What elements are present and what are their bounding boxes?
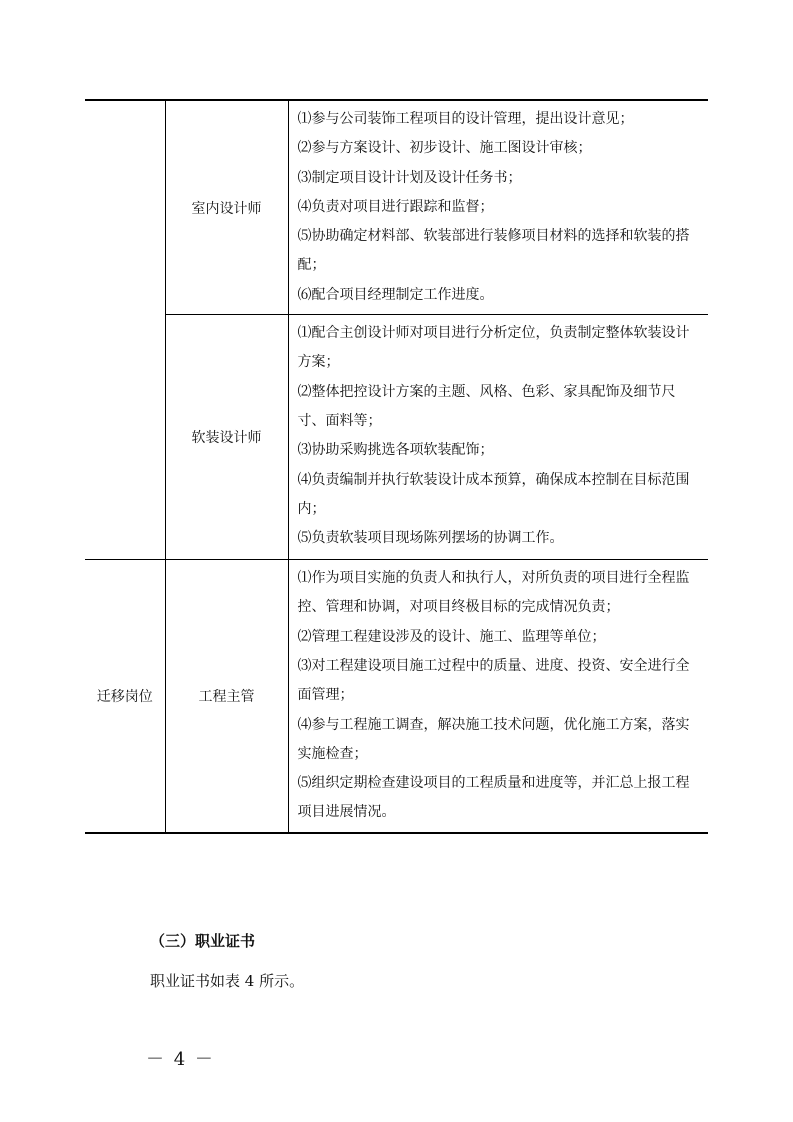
table-row	[85, 315, 708, 560]
job-duties-table	[85, 99, 708, 834]
duties-cell	[288, 100, 708, 315]
section-heading: （三）职业证书	[150, 932, 256, 950]
duty-item: ⑸负责软装项目现场陈列摆场的协调工作。	[297, 530, 564, 547]
duty-item: ⑵参与方案设计、初步设计、施工图设计审核；	[297, 140, 592, 157]
duty-item: ⑹配合项目经理制定工作进度。	[297, 286, 494, 303]
role-cell-interior-designer: 室内设计师	[165, 100, 288, 315]
duties-list	[298, 564, 701, 828]
duties-list	[298, 105, 701, 310]
duty-item: ⑴作为项目实施的负责人和执行人，对所负责的项目进行全程监控、管理和协调，对项目终极目标的完成情况负责；	[297, 570, 690, 616]
duty-item: ⑵整体把控设计方案的主题、风格、色彩、家具配饰及细节尺寸、面料等；	[297, 383, 676, 429]
duty-item: ⑷参与工程施工调查，解决施工技术问题，优化施工方案，落实实施检查；	[297, 716, 690, 762]
category-cell-migration-position: 迁移岗位	[85, 560, 165, 833]
duty-item: ⑷负责对项目进行跟踪和监督；	[297, 198, 494, 215]
duties-list	[298, 319, 701, 553]
duty-item: ⑸协助确定材料部、软装部进行装修项目材料的选择和软装的搭配；	[297, 228, 690, 274]
duty-item: ⑶对工程建设项目施工过程中的质量、进度、投资、安全进行全面管理；	[297, 657, 690, 704]
role-cell-engineering-supervisor: 工程主管	[165, 560, 288, 833]
duties-cell	[288, 560, 708, 833]
duty-item: ⑴参与公司装饰工程项目的设计管理，提出设计意见；	[297, 111, 634, 127]
duty-item: ⑵管理工程建设涉及的设计、施工、监理等单位；	[297, 628, 606, 645]
table-row	[85, 560, 708, 833]
category-cell	[85, 100, 165, 315]
duty-item: ⑷负责编制并执行软装设计成本预算，确保成本控制在目标范围内；	[297, 471, 690, 517]
table-row	[85, 100, 708, 315]
duty-item: ⑶协助采购挑选各项软装配饰；	[297, 442, 494, 459]
category-cell	[85, 315, 165, 560]
duty-item: ⑶制定项目设计计划及设计任务书；	[297, 169, 522, 186]
role-cell-soft-furnishing-designer: 软装设计师	[165, 315, 288, 560]
duty-item: ⑸组织定期检查建设项目的工程质量和进度等，并汇总上报工程项目进展情况。	[297, 775, 690, 821]
duty-item: ⑴配合主创设计师对项目进行分析定位，负责制定整体软装设计方案；	[297, 325, 690, 371]
section-body-text: 职业证书如表 4 所示。	[150, 972, 305, 990]
page-number: － 4 －	[146, 1049, 215, 1070]
duties-cell	[288, 315, 708, 560]
